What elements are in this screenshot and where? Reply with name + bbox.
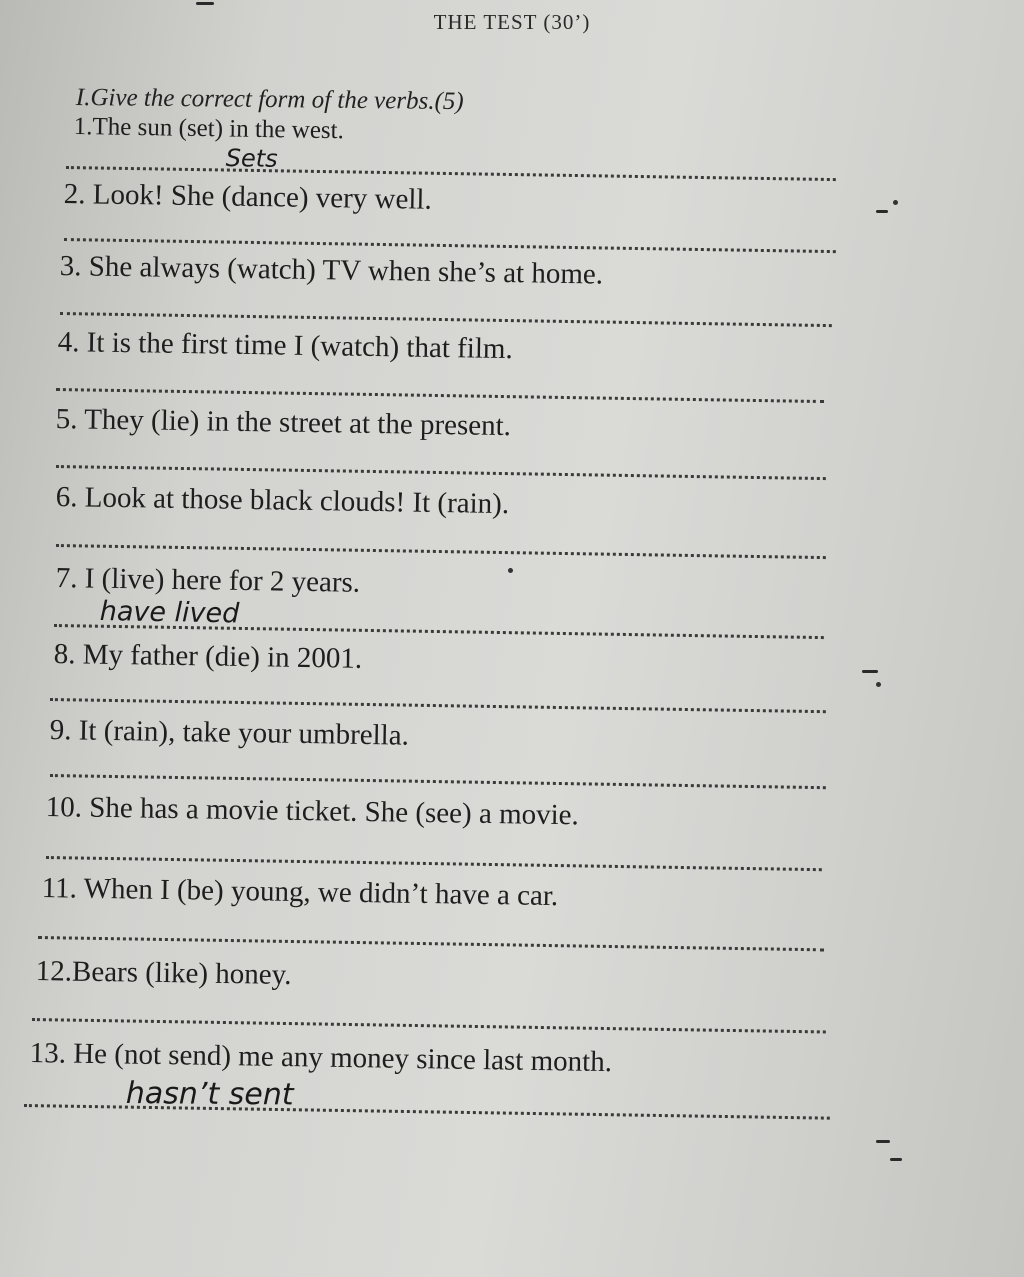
question-2: 2. Look! She (dance) very well.: [63, 178, 432, 216]
answer-line-10[interactable]: [46, 852, 822, 871]
pen-dot-right-1: [893, 200, 898, 205]
question-4: 4. It is the first time I (watch) that film.: [57, 326, 513, 366]
question-3: 3. She always (watch) TV when she’s at home.: [59, 250, 604, 291]
answer-line-1[interactable]: [66, 162, 836, 181]
question-9: 9. It (rain), take your umbrella.: [49, 714, 410, 752]
answer-7-handwritten: have lived: [99, 596, 240, 630]
answer-line-4[interactable]: [56, 384, 824, 403]
answer-13-handwritten: hasn’t sent: [125, 1076, 294, 1113]
pen-mark-right-4: [890, 1158, 902, 1161]
pen-mark-right-3: [876, 1140, 890, 1143]
answer-line-5[interactable]: [56, 461, 826, 480]
question-8: 8. My father (die) in 2001.: [53, 638, 363, 675]
test-title: THE TEST (30’): [433, 10, 591, 34]
answer-line-9[interactable]: [50, 770, 826, 789]
pen-dot-middle: [508, 568, 513, 573]
question-5: 5. They (lie) in the street at the present.: [55, 403, 512, 443]
question-1: 1.The sun (set) in the west.: [73, 113, 345, 145]
answer-1-handwritten: Sets: [225, 144, 278, 173]
answer-line-6[interactable]: [56, 540, 826, 559]
question-6: 6. Look at those black clouds! It (rain).: [55, 481, 510, 521]
question-13: 13. He (not send) me any money since last month.: [29, 1037, 613, 1079]
answer-line-3[interactable]: [60, 308, 832, 327]
question-10: 10. She has a movie ticket. She (see) a movie.: [45, 791, 580, 832]
answer-line-8[interactable]: [50, 694, 826, 713]
pen-mark-right-2: [862, 670, 878, 673]
question-12: 12.Bears (like) honey.: [35, 955, 292, 992]
pen-mark-top: [196, 2, 214, 5]
answer-line-11[interactable]: [38, 932, 824, 951]
pen-dot-right-2: [876, 682, 881, 687]
section-heading: I.Give the correct form of the verbs.(5): [75, 84, 464, 116]
question-11: 11. When I (be) young, we didn’t have a car.: [41, 872, 559, 913]
question-7: 7. I (live) here for 2 years.: [55, 562, 361, 599]
answer-line-12[interactable]: [32, 1014, 826, 1033]
answer-line-2[interactable]: [64, 234, 836, 253]
pen-mark-right-1: [876, 210, 888, 213]
